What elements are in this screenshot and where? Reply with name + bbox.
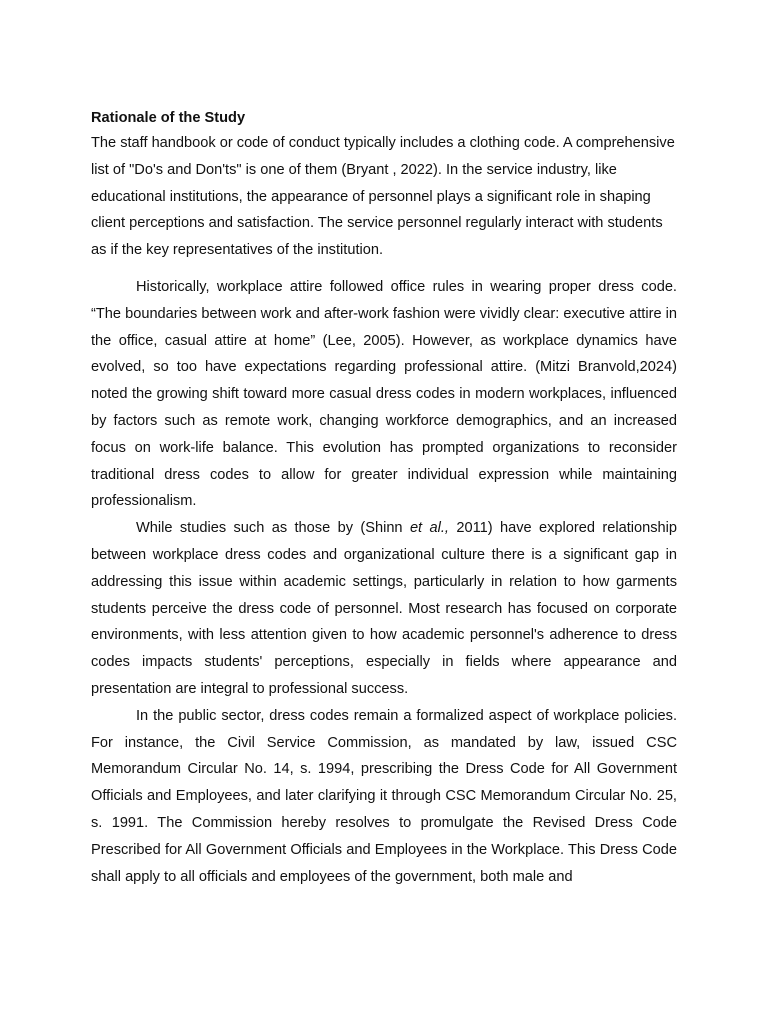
paragraph-3-lead-text: While studies such as those by (Shinn: [136, 520, 410, 537]
document-page: [91, 107, 677, 890]
paragraph-1: The staff handbook or code of conduct typically includes a clothing code. A comprehensive list of "Do's and Don'ts" is one of them (Bryant , 2022). In the service industry, like educational institutions, the appearance of personnel plays a significant role in shaping client perceptions and satisfaction. The service personnel regularly interact with students as if the key representatives of the institution.: [91, 135, 675, 259]
paragraph-3: [91, 515, 677, 703]
paragraph-2: Historically, workplace attire followed office rules in wearing proper dress code. “The boundaries between work and after-work fashion were vividly clear: executive attire in the office, casual attire at home” (Lee, 2005). However, as workplace dynamics have evolved, so too have expectations regarding professional attire. (Mitzi Branvold,2024) noted the growing shift toward more casual dress codes in modern workplaces, influenced by factors such as remote work, changing workforce demographics, and an increased focus on work-life balance. This evolution has prompted organizations to reconsider traditional dress codes to allow for greater individual expression while maintaining professionalism.: [91, 278, 677, 510]
paragraph-4: In the public sector, dress codes remain a formalized aspect of workplace policies. For instance, the Civil Service Commission, as mandated by law, issued CSC Memorandum Circular No. 14, s. 1994, prescribing the Dress Code for All Government Officials and Employees, and later clarifying it through CSC Memorandum Circular No. 25, s. 1991. The Commission hereby resolves to promulgate the Revised Dress Code Prescribed for All Government Officials and Employees in the Workplace. This Dress Code shall apply to all officials and employees of the government, both male and: [91, 707, 677, 885]
section-heading: Rationale of the Study: [91, 110, 246, 126]
paragraph-3-body-text: 2011) have explored relationship between workplace dress codes and organizational culture there is a significant gap in addressing this issue within academic settings, particularly in relation to how garments students perceive the dress code of personnel. Most research has focused on corporate environments, with less attention given to how academic personnel's adherence to dress codes impacts students' perceptions, especially in fields where appearance and presentation are integral to professional success.: [91, 520, 677, 697]
paragraph-3-italic-citation: et al.,: [409, 520, 449, 537]
